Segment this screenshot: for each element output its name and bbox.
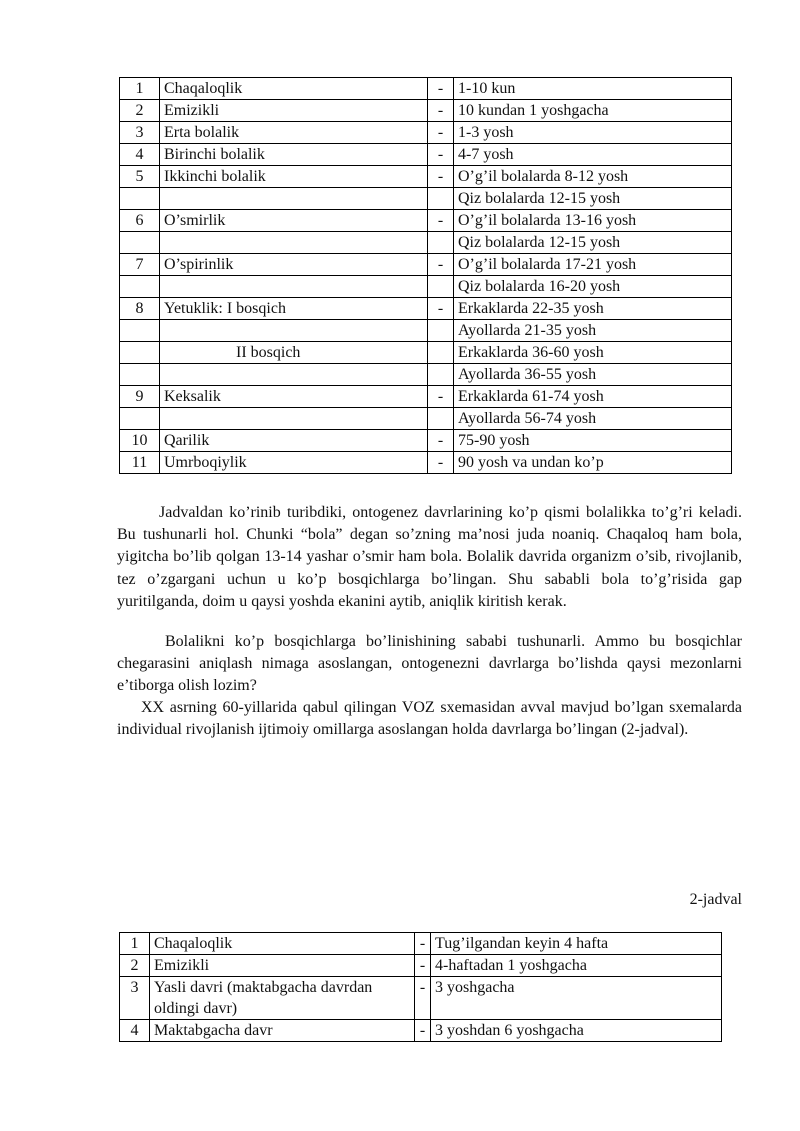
row-number bbox=[120, 188, 160, 210]
row-number bbox=[120, 232, 160, 254]
table-row bbox=[120, 452, 732, 474]
row-number bbox=[120, 408, 160, 430]
table-row bbox=[120, 342, 732, 364]
period-range: O’g’il bolalarda 8-12 yosh bbox=[454, 166, 732, 188]
table-row bbox=[120, 78, 732, 100]
dash-separator: - bbox=[428, 210, 454, 232]
period-name: Emizikli bbox=[160, 100, 428, 122]
period-range: Qiz bolalarda 12-15 yosh bbox=[454, 232, 732, 254]
period-name: Yetuklik: I bosqich bbox=[160, 298, 428, 320]
dash-separator: - bbox=[428, 430, 454, 452]
dash-separator bbox=[428, 188, 454, 210]
period-range: Tug’ilgandan keyin 4 hafta bbox=[431, 933, 722, 955]
period-range: 4-haftadan 1 yoshgacha bbox=[431, 955, 722, 977]
period-name: Qarilik bbox=[160, 430, 428, 452]
table-row bbox=[120, 166, 732, 188]
table-row bbox=[120, 408, 732, 430]
table-row bbox=[120, 144, 732, 166]
period-range: Ayollarda 56-74 yosh bbox=[454, 408, 732, 430]
age-periods-table bbox=[119, 77, 732, 474]
table-row bbox=[120, 386, 732, 408]
period-name bbox=[160, 364, 428, 386]
row-number: 6 bbox=[120, 210, 160, 232]
row-number: 5 bbox=[120, 166, 160, 188]
table-row bbox=[120, 188, 732, 210]
period-name: Erta bolalik bbox=[160, 122, 428, 144]
dash-separator: - bbox=[428, 144, 454, 166]
row-number: 2 bbox=[120, 100, 160, 122]
row-number: 2 bbox=[120, 955, 150, 977]
dash-separator bbox=[428, 232, 454, 254]
table-row bbox=[120, 955, 722, 977]
period-range: 3 yoshdan 6 yoshgacha bbox=[431, 1020, 722, 1042]
dash-separator bbox=[428, 276, 454, 298]
dash-separator bbox=[428, 408, 454, 430]
period-range: Qiz bolalarda 12-15 yosh bbox=[454, 188, 732, 210]
period-name: Keksalik bbox=[160, 386, 428, 408]
dash-separator: - bbox=[428, 100, 454, 122]
row-number: 3 bbox=[120, 122, 160, 144]
table-row bbox=[120, 100, 732, 122]
period-range: Ayollarda 36-55 yosh bbox=[454, 364, 732, 386]
row-number: 1 bbox=[120, 78, 160, 100]
table-caption: 2-jadval bbox=[689, 891, 742, 908]
table-row bbox=[120, 933, 722, 955]
period-range: Erkaklarda 22-35 yosh bbox=[454, 298, 732, 320]
period-name bbox=[160, 232, 428, 254]
period-range: Erkaklarda 36-60 yosh bbox=[454, 342, 732, 364]
dash-separator: - bbox=[415, 933, 431, 955]
period-range: 90 yosh va undan ko’p bbox=[454, 452, 732, 474]
period-name: Chaqaloqlik bbox=[160, 78, 428, 100]
paragraph-2: Bolalikni ko’p bosqichlarga bo’linishining sababi tushunarli. Ammo bu bosqichlar chegarasini aniqlash nimaga asoslangan, ontogenezni davrlarga bo’lishda qaysi mezonlarni e’tiborga olish lozim? bbox=[117, 633, 742, 695]
row-number: 11 bbox=[120, 452, 160, 474]
period-name bbox=[160, 276, 428, 298]
row-number: 8 bbox=[120, 298, 160, 320]
dash-separator: - bbox=[428, 452, 454, 474]
table-row bbox=[120, 430, 732, 452]
period-name: O’spirinlik bbox=[160, 254, 428, 276]
period-range: 1-3 yosh bbox=[454, 122, 732, 144]
dash-separator: - bbox=[428, 122, 454, 144]
dash-separator bbox=[428, 364, 454, 386]
period-name: Birinchi bolalik bbox=[160, 144, 428, 166]
period-name: Ikkinchi bolalik bbox=[160, 166, 428, 188]
row-number bbox=[120, 342, 160, 364]
dash-separator: - bbox=[428, 166, 454, 188]
dash-separator: - bbox=[428, 254, 454, 276]
period-name: Emizikli bbox=[150, 955, 415, 977]
period-name: O’smirlik bbox=[160, 210, 428, 232]
row-number bbox=[120, 276, 160, 298]
row-number: 4 bbox=[120, 144, 160, 166]
period-name: Umrboqiylik bbox=[160, 452, 428, 474]
table-row bbox=[120, 1020, 722, 1042]
table-row bbox=[120, 977, 722, 1020]
row-number: 3 bbox=[120, 977, 150, 1020]
period-name: II bosqich bbox=[160, 342, 428, 364]
table-row bbox=[120, 298, 732, 320]
period-name: Maktabgacha davr bbox=[150, 1020, 415, 1042]
period-name: Yasli davri (maktabgacha davrdan oldingi davr) bbox=[150, 977, 415, 1020]
row-number: 1 bbox=[120, 933, 150, 955]
row-number: 10 bbox=[120, 430, 160, 452]
table-row bbox=[120, 122, 732, 144]
period-name bbox=[160, 320, 428, 342]
table-row bbox=[120, 276, 732, 298]
period-range: Ayollarda 21-35 yosh bbox=[454, 320, 732, 342]
period-name: Chaqaloqlik bbox=[150, 933, 415, 955]
dash-separator: - bbox=[428, 386, 454, 408]
row-number: 4 bbox=[120, 1020, 150, 1042]
table-row bbox=[120, 320, 732, 342]
period-range: 3 yoshgacha bbox=[431, 977, 722, 1020]
table-row bbox=[120, 364, 732, 386]
period-range: Erkaklarda 61-74 yosh bbox=[454, 386, 732, 408]
social-periods-table bbox=[119, 932, 722, 1042]
period-range: 75-90 yosh bbox=[454, 430, 732, 452]
dash-separator: - bbox=[415, 977, 431, 1020]
period-name bbox=[160, 408, 428, 430]
row-number bbox=[120, 320, 160, 342]
row-number bbox=[120, 364, 160, 386]
period-range: O’g’il bolalarda 13-16 yosh bbox=[454, 210, 732, 232]
period-range: O’g’il bolalarda 17-21 yosh bbox=[454, 254, 732, 276]
dash-separator bbox=[428, 320, 454, 342]
period-range: 4-7 yosh bbox=[454, 144, 732, 166]
table-row bbox=[120, 254, 732, 276]
period-range: 10 kundan 1 yoshgacha bbox=[454, 100, 732, 122]
paragraph-1: Jadvaldan ko’rinib turibdiki, ontogenez davrlarining ko’p qismi bolalikka to’g’ri keladi. Bu tushunarli hol. Chunki “bola” degan so’zning ma’nosi juda noaniq. Chaqaloq ham bola, yigitcha bo’lib qolgan 13-14 yashar o’smir ham bola. Bolalik davrida organizm o’sib, rivojlanib, tez o’zgargani uchun u ko’p bosqichlarga bo’lingan. Shu sababli bola to’g’risida gap yuritilganda, doim u qaysi yoshda ekanini aytib, aniqlik kiritish kerak. bbox=[117, 504, 742, 610]
table-row bbox=[120, 232, 732, 254]
row-number: 9 bbox=[120, 386, 160, 408]
table-row bbox=[120, 210, 732, 232]
row-number: 7 bbox=[120, 254, 160, 276]
period-range: 1-10 kun bbox=[454, 78, 732, 100]
dash-separator bbox=[428, 342, 454, 364]
dash-separator: - bbox=[428, 298, 454, 320]
period-name bbox=[160, 188, 428, 210]
dash-separator: - bbox=[415, 1020, 431, 1042]
dash-separator: - bbox=[415, 955, 431, 977]
paragraph-3: XX asrning 60-yillarida qabul qilingan VOZ sxemasidan avval mavjud bo’lgan sxemalarda individual rivojlanish ijtimoiy omillarga asoslangan holda davrlarga bo’lingan (2-jadval). bbox=[117, 699, 742, 739]
dash-separator: - bbox=[428, 78, 454, 100]
period-range: Qiz bolalarda 16-20 yosh bbox=[454, 276, 732, 298]
